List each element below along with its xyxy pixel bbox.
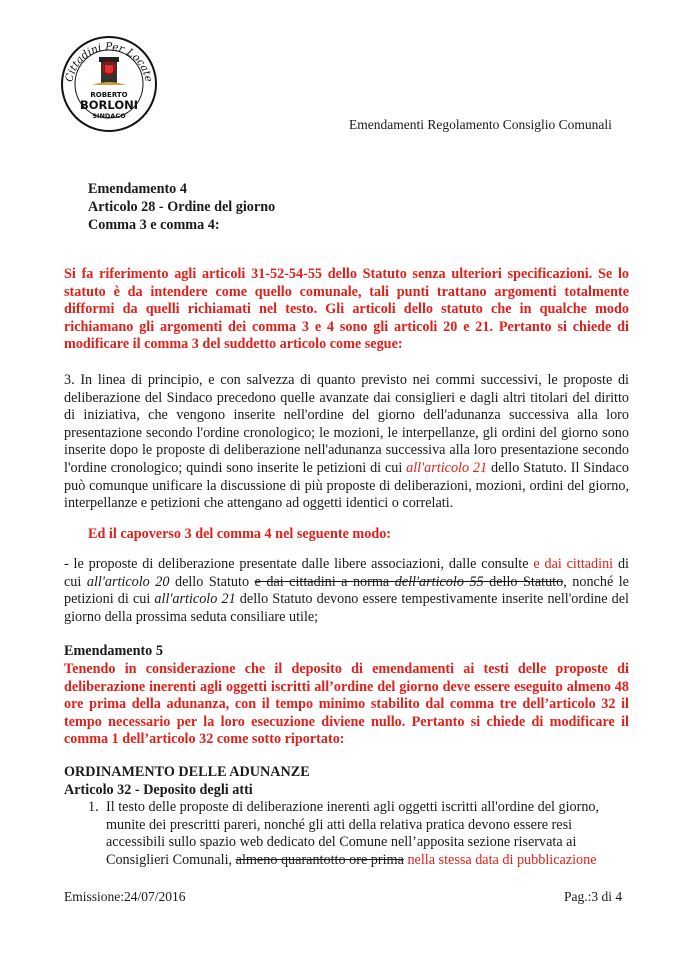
- footer-page-number: Pag.:3 di 4: [564, 889, 623, 904]
- amendment-5-title: Emendamento 5: [64, 643, 163, 659]
- amendment-4-subheading: Ed il capoverso 3 del comma 4 nel seguente modo:: [88, 526, 392, 542]
- amendment-4-heading: [88, 180, 275, 234]
- comma-4-text-b: di cui: [64, 556, 629, 590]
- amendment-4-comma: Comma 3 e comma 4:: [88, 217, 220, 233]
- comma-4-text-d: , nonché le petizioni di cui: [64, 573, 629, 608]
- svg-text:SINDACO: SINDACO: [92, 112, 126, 120]
- comma-4-added-text: e dai cittadini: [533, 556, 614, 572]
- svg-text:BORLONI: BORLONI: [80, 98, 138, 112]
- comma-3-article-ref: all'articolo 21: [406, 459, 488, 476]
- comma-1-text: Il testo delle proposte di deliberazione inerenti agli oggetti iscritti all'ordine del giorno, munite dei prescritti pareri, nonché gli atti della relativa pratica devono essere resi accessibili sullo spazio web dedicato del Comune nell’apposita sezione riservata ai Consiglieri Comunali,: [106, 799, 600, 868]
- comma-1-added-text: nella stessa data di pubblicazione: [403, 851, 597, 868]
- comma-4-article-20-ref: all'articolo 20: [86, 573, 170, 590]
- amendment-4-note: Si fa riferimento agli articoli 31-52-54-55 dello Statuto senza ulteriori specificazioni. Se lo statuto è da intendere come quello comunale, tali punti trattano argomenti totalmente difformi da quelli richiamati nel testo. Gli articoli dello statuto che in qualche modo richiamano gli argomenti dei comma 3 e 4 sono gli articoli 20 e 21. Pertanto si chiede di modificare il comma 3 del suddetto articolo come segue:: [64, 266, 629, 353]
- logo: [60, 35, 158, 133]
- article-28-comma-4-text: [64, 556, 629, 626]
- comma-4-text-e: dello Statuto devono essere tempestivamente inserite nell'ordine del giorno della prossima seduta consiliare utile;: [64, 591, 629, 625]
- comma-4-article-21-ref: all'articolo 21: [154, 591, 236, 608]
- comma-3-text-start: 3. In linea di principio, e con salvezza di quanto previsto nei commi successivi, le proposte di deliberazione del Sindaco precedono quelle avanzate dai consiglieri e dagli altri titolari del diritto di iniziativa, che vengono inserite nell'ordine del giorno dell'adunanza successiva alla loro presentazione secondo l'ordine cronologico; le mozioni, le interpellanze, gli ordini del giorno sono inserite dopo le proposte di deliberazione nell'adunanza successiva alla loro presentazione secondo l'ordine cronologico; quindi sono inserite le petizioni di cui: [64, 372, 629, 476]
- comma-4-text-a: - le proposte di deliberazione presentate dalle libere associazioni, dalle consulte: [64, 556, 534, 572]
- section-heading: ORDINAMENTO DELLE ADUNANZE: [64, 764, 310, 780]
- logo-seal-icon: [60, 35, 158, 133]
- amendment-4-article: Articolo 28 - Ordine del giorno: [88, 199, 276, 215]
- comma-4-struck-ref: dell'articolo 55: [394, 573, 484, 590]
- svg-text:ROBERTO: ROBERTO: [90, 91, 128, 99]
- article-32-comma-1-text: [106, 799, 629, 869]
- comma-1-struck-text: almeno quarantotto ore prima: [235, 851, 404, 868]
- article-28-comma-3-text: [64, 372, 629, 513]
- comma-4-text-c: dello Statuto: [169, 573, 255, 590]
- comma-4-struck-text-2: dello Statuto: [483, 573, 564, 590]
- document-header-title: Emendamenti Regolamento Consiglio Comunali: [349, 117, 612, 132]
- footer-issue-date: Emissione:24/07/2016: [64, 889, 186, 904]
- comma-4-struck-text-1: e dai cittadini a norma: [254, 573, 395, 590]
- svg-text:Cittadini Per Locate: Cittadini Per Locate: [63, 40, 155, 84]
- comma-3-text-end: dello Statuto. Il Sindaco può comunque unificare la discussione di più proposte di deliberazioni, mozioni, ordini del giorno, interpellanze e petizioni che attengano ad oggetti identici o correlati.: [64, 459, 629, 512]
- amendment-5-note: Tenendo in considerazione che il deposito di emendamenti ai testi delle proposte di deliberazione inerenti agli oggetti iscritti all’ordine del giorno deve essere eseguito almeno 48 ore prima della adunanza, con il tempo minimo stabilito dal comma tre dell’articolo 32 il tempo necessario per la loro esecuzione diviene nullo. Pertanto si chiede di modificare il comma 1 dell’articolo 32 come sotto riportato:: [64, 661, 629, 748]
- article-32-heading: Articolo 32 - Deposito degli atti: [64, 782, 253, 798]
- amendment-4-title: Emendamento 4: [88, 181, 187, 197]
- list-item-number: 1.: [88, 799, 99, 815]
